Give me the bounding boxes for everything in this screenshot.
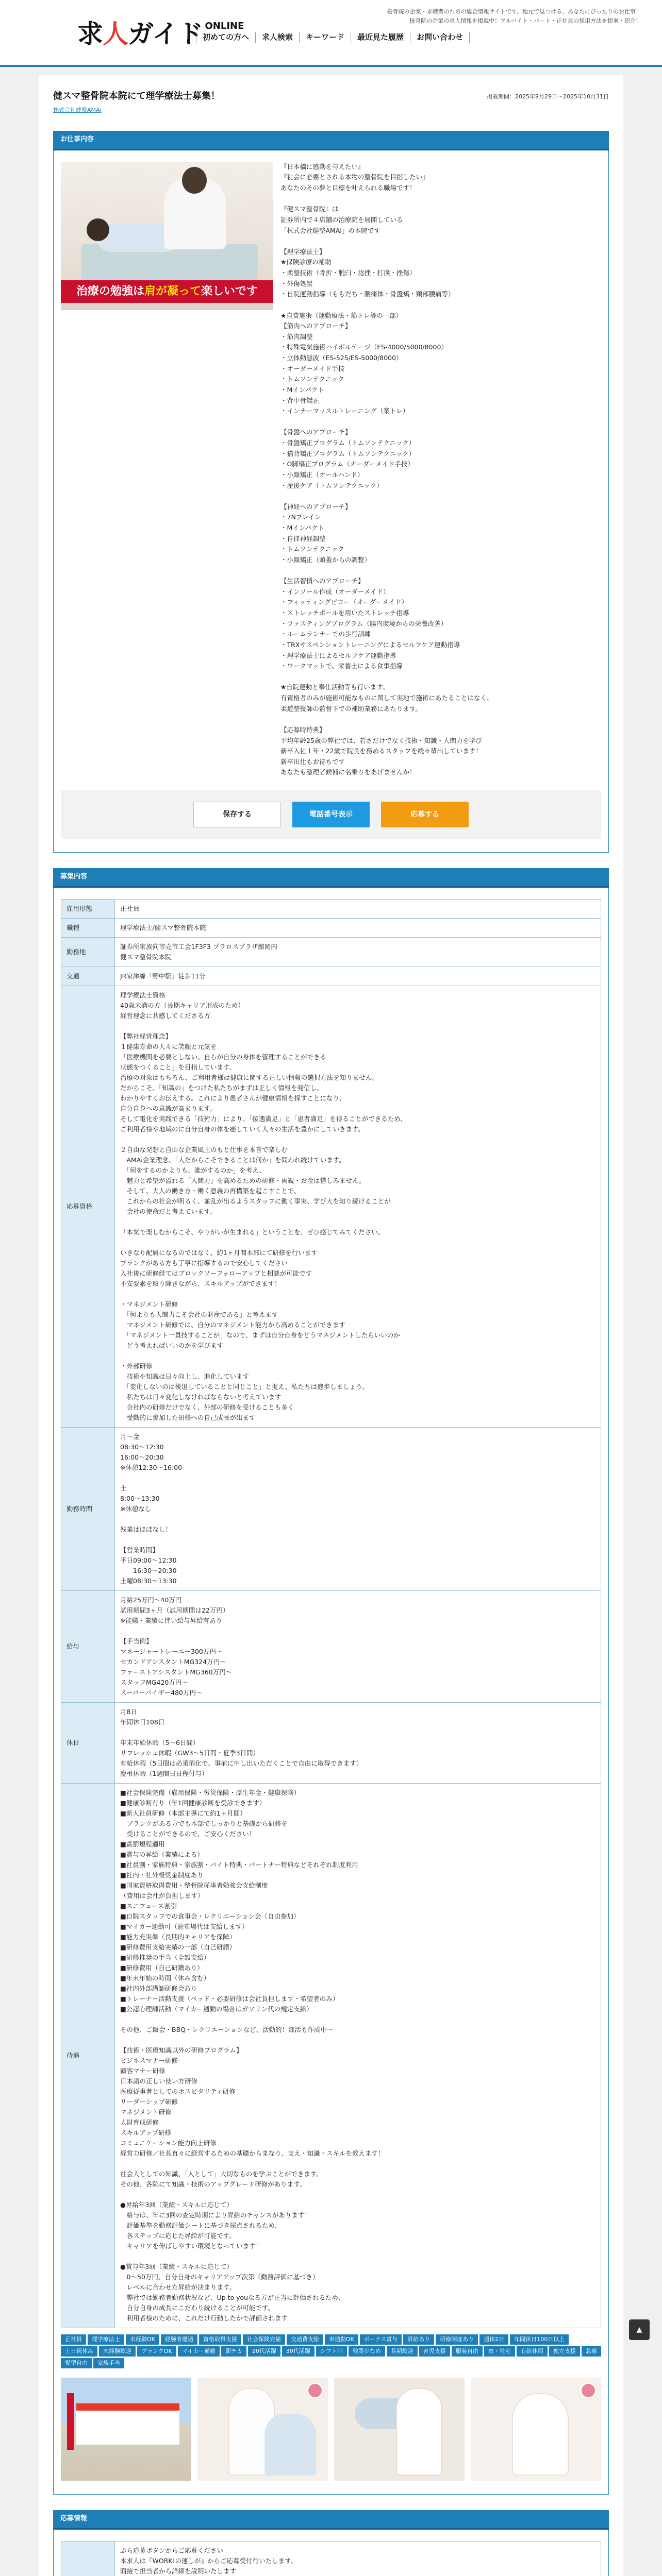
- recruit-table: [61, 899, 601, 2328]
- feature-tag[interactable]: 育児支援: [419, 2346, 450, 2357]
- chevron-up-icon: ▲: [636, 2325, 642, 2334]
- photo-therapist-head: [182, 167, 207, 194]
- feature-tag[interactable]: 20代活躍: [248, 2346, 280, 2357]
- feature-tag[interactable]: 交通費支給: [287, 2334, 323, 2345]
- gallery-photo-stretch[interactable]: [334, 2378, 465, 2481]
- job-description: [280, 162, 601, 778]
- photo-caption-highlight: 肩が凝って: [144, 284, 201, 298]
- row-label: 応募資格: [61, 986, 115, 1427]
- logo-badge-icon: [581, 2383, 596, 2398]
- photo-patient-head: [87, 218, 109, 241]
- table-row: [61, 986, 601, 1427]
- row-label: 勤務時間: [61, 1427, 115, 1590]
- header-tagline: [387, 7, 641, 25]
- logo-text: 求人ガイド: [77, 19, 203, 49]
- nav-beginners[interactable]: 初めての方へ: [196, 32, 255, 43]
- publish-period: 掲載期間：2025年9月29日〜2025年10月31日: [487, 93, 609, 100]
- job-description-text: 『日本橋に感動を与えたい』 『社会に必要とされる本物の整骨院を目指したい』 あなたのその夢と目標を叶えられる職場です！ 『健スマ整骨院』は 証券所内で４店舗の治療院を展開している 「株式会社健整AMAi」の本院です 【理学療法士】 ★保険診療の補助 ・柔整技術（骨折・脱臼・捻挫・打撲・挫傷） ・外傷処置 ・自院運動指導（ももだち・腰痛体・骨盤矯・頸部腰痛等） ★自費施術（運動療法・筋トレ等の一部） 【筋肉へのアプローチ】 ・筋肉調整 ・特殊電気施術ハイボルテージ（ES-4000/5000/8000） ・立体動態波（ES-525/ES-5000/8000） ・オーダーメイド手技 ・トムソンテクニック ・Mインパクト ・背中骨矯正 ・インナーマッスルトレーニング（楽トレ） 【骨盤へのアプローチ】 ・骨盤矯正プログラム（トムソンテクニック） ・猫背矯正プログラム（トムソンテクニック） ・O脚矯正プログラム（オーダーメイド手技） ・小顔矯正（オールハンド） ・産後ケア（トムソンテクニック） 【神経へのアプローチ】 ・7Nプレイン ・Mインパクト ・自律神経調整 ・トムソンテクニック ・小顔矯正（頭蓋からの調整） 【生活習慣へのアプローチ】 ・インソール作成（オーダーメイド） ・フィッティングピロー（オーダーメイド） ・ストレッチポールを用いたストレッチ指導 ・ファスティングプログラム（腸内環境からの栄養改善） ・ルームランナーでの歩行訓練 ・TRXサスペンショントレーニングによるセルフケア運動指導 ・理学療法士によるセルフケア運動指導 ・ワークマットで、栄養士による食事指導 ★自院運動と奉仕活動等も行います。 有資格者のみが施術可能なものに関して実地で施術にあたることはなく、 柔道整復師の監督下での補助業務にあたります。 【応募時特典】 平均年齢25歳の弊社では、若さだけでなく技術・知識・人間力を学び 新卒入社１年・22歳で院長を務めるスタッフを続々輩出しています！ 新卒出仕もお待ちです あなたも整理者候補に名乗りをあげませんか！: [280, 162, 493, 776]
- row-value: 理学療法士資格 40歳未満の方（長期キャリア形成のため） 経営理念に共感してくださる方 【弊社経営理念】 １健康寿命の人々に笑顔と元気を 「医療機関を必要としない、自らが自分の身体を管理することができる 状態をつくること」を目指しています。 治療の対象はもちろん、ご利用者様は健康に関する正しい情報の選択方法を知りません。 だからこそ、「知識の」をつけた私たちがまずは正しく情報を発信し、 わかりやすくお伝えする。これにより患者さんが健康情報を探すことになり、 自分自身への意識が高まります。 そして電化を実践できる「技術力」により、「接遇満足」と「患者満足」を得ることができるため、 ご利用者様や地域のに自分自身の体を癒していく人々の生活を豊かにしていきます。 ２自由な発想と自由な企業風土のもと仕事を本音で楽しむ AMAi企業理念、「人だからこそできることは何か」を問われ続けています。 「何をするのかよりも、誰がするのか」を考え、 魅力と希望が溢れる「人間力」を高めるための研修・両親・お金は惜しみません。 そして、大人の働き方・働く意義の再構築を起こすことで、 これからの社会が明るく、並乱が出るようスタッフに働く事実、学び大を知り続けることが 会社の使命だと考えています。 「本気で楽しむからこそ、やりがいが生まれる」ということを、ぜひ感じてみてください。 いきなり配属になるのではなく、約1ヶ月間本部にて研修を行います ブランクがある方も丁寧に指導するので安心してください 入社後に研修経てはブロックソーフォローアップと相談が可能です 不安要素を取り除きながら、スキルアップができます！ ・マネジメント研修 「何よりも人間力こそ会社の財産である」と考えます マネジメント研修では、自分のマネジメント能力から高めることができます 「マネジメント一貫技することが」なので、まずは自分自身をどうマネジメントしたらいいのか どう考えればいいのかを学びます ・外部研修 技術や知識は日々向上し、進化しています 「変化しないのは後退していることと同じこと」と捉え、私たちは進歩しましょう。 私たちは日々変化しなければならないと考えています 会社内の研修だけでなく、外部の研修を受けることも多く 受動的に参加した研修への自己成長が出ます: [115, 986, 601, 1427]
- row-value: 証券所家族向市売市工会1F3F3 プラロスプラザ館岡内 健スマ整骨院本院: [115, 937, 601, 967]
- gallery-photo-storefront[interactable]: [61, 2378, 191, 2481]
- feature-tag[interactable]: 週休2日: [479, 2334, 508, 2345]
- table-row: [61, 2541, 601, 2576]
- job-title: 健スマ整骨院本院にて理学療法士募集！: [53, 91, 220, 101]
- feature-tag[interactable]: 長期歓迎: [387, 2346, 418, 2357]
- table-row: [61, 967, 601, 986]
- gallery-photo-staff[interactable]: [471, 2378, 601, 2481]
- staff-figure: [512, 2393, 569, 2476]
- nav-keyword[interactable]: キーワード: [299, 32, 351, 43]
- apply-section: [53, 2530, 609, 2576]
- feature-tags: [61, 2334, 601, 2368]
- table-row: [61, 1427, 601, 1590]
- global-nav: [196, 32, 470, 43]
- feature-tag[interactable]: 経験者優遇: [161, 2334, 197, 2345]
- feature-tag[interactable]: 髪型自由: [61, 2358, 92, 2368]
- feature-tag[interactable]: 寮・社宅: [484, 2346, 515, 2357]
- logo-subtext: ONLINE: [205, 21, 244, 32]
- feature-tag[interactable]: 資格取得支援: [199, 2334, 241, 2345]
- photo-caption-suffix: 楽しいです: [201, 284, 258, 298]
- header-tagline-2: 接骨院の企業の求人情報を掲載中！アルバイト・パート・正社員の採用方法を提案・紹介！: [409, 17, 641, 24]
- row-label: 雇用形態: [61, 899, 115, 918]
- feature-tag[interactable]: 年間休日100日以上: [510, 2334, 569, 2345]
- row-value: ぷら応募ボタンからご応募ください 本求人は『WORK!の運しが』からご応募受付行いたします。 面接で担当者から詳細を説明いたします: [115, 2541, 601, 2576]
- main-photo: [61, 162, 273, 310]
- table-row: [61, 1783, 601, 2328]
- feature-tag[interactable]: 社会保険完備: [243, 2334, 285, 2345]
- title-row: [53, 90, 609, 103]
- logo-badge-icon: [307, 2383, 323, 2398]
- storefront-flag: [67, 2393, 74, 2450]
- feature-tag[interactable]: 服装自由: [452, 2346, 483, 2357]
- feature-tag[interactable]: 急募: [582, 2346, 601, 2357]
- show-phone-button[interactable]: 電話番号表示: [292, 802, 370, 827]
- recruit-section: [53, 888, 609, 2495]
- table-row: [61, 918, 601, 937]
- row-label: 待遇: [61, 1783, 115, 2328]
- feature-tag[interactable]: ボーナス賞与: [360, 2334, 402, 2345]
- table-row: [61, 1590, 601, 1702]
- feature-tag[interactable]: 未経験OK: [126, 2334, 159, 2345]
- back-to-top-button[interactable]: [629, 2319, 650, 2340]
- header-tagline-1: 接骨院の企業・求職者のための総合情報サイトです。地元で見つける、あなたにぴったりのお仕事！: [387, 8, 641, 15]
- therapist-figure: [396, 2388, 442, 2476]
- feature-tag[interactable]: 未経験歓迎: [99, 2346, 136, 2357]
- gallery-photo-treatment[interactable]: [197, 2378, 328, 2481]
- feature-tag[interactable]: 家族手当: [93, 2358, 124, 2368]
- feature-tag[interactable]: 昇給あり: [403, 2334, 434, 2345]
- row-label: 勤務地: [61, 937, 115, 967]
- row-value: JR家津線「野中駅」徒歩11分: [115, 967, 601, 986]
- photo-caption-prefix: 治療の勉強は: [76, 284, 144, 298]
- section-heading-recruit: 募集内容: [53, 868, 609, 888]
- patient-figure: [264, 2414, 316, 2476]
- feature-tag[interactable]: 有給休暇: [517, 2346, 548, 2357]
- storefront-building: [76, 2403, 179, 2445]
- feature-tag[interactable]: 駅チカ: [221, 2346, 246, 2357]
- section-heading-work: お仕事内容: [53, 131, 609, 150]
- work-section: [53, 150, 609, 853]
- table-row: [61, 1702, 601, 1783]
- feature-tag[interactable]: 研修制度あり: [436, 2334, 478, 2345]
- row-label: 交通: [61, 967, 115, 986]
- feature-tag[interactable]: 理学療法士: [88, 2334, 124, 2345]
- feature-tag[interactable]: シフト制: [316, 2346, 347, 2357]
- table-row: [61, 899, 601, 918]
- feature-tag[interactable]: 独立支援: [549, 2346, 580, 2357]
- nav-history[interactable]: 最近見た履歴: [351, 32, 410, 43]
- feature-tag[interactable]: 正社員: [61, 2334, 86, 2345]
- apply-table: [61, 2541, 601, 2576]
- section-heading-apply: 応募情報: [53, 2510, 609, 2530]
- row-label: [61, 2541, 115, 2576]
- cta-bar: [61, 790, 601, 839]
- row-value: 理学療法士/健スマ整骨院本院: [115, 918, 601, 937]
- row-label: 休日: [61, 1702, 115, 1783]
- feature-tag[interactable]: 残業少なめ: [349, 2346, 385, 2357]
- row-value: 月8日 年間休日108日 年末年始休暇（5〜6日間） リフレッシュ休暇（GW3〜5日間・夏季3日間） 有給休暇（5日間は必須消化で、事前に申し出いただくことで自由に取得できます） 慶弔休暇（1週間日日程付与）: [115, 1702, 601, 1783]
- row-value: ■社会保険完備（雇用保険・労災保険・厚生年金・健康保険） ■健康診断有り（年1回健康診断を受診できます） ■新人社員研修（本部主導にて約1ヶ月間） ブランクがある方でも本部でしっかりと基礎から研修を 受けることができるので、ご安心ください！ ■賞罰規程適用 ■賞与の昇給（業績による） ■社員割・家族特典・家族割・バイト特典・パートナー特典などそれぞれ制度利用 ■社内・社外報奨金制度あり ■国家資格取得費用・整骨院従事者勉強会支給制度 （費用は会社が負担します） ■スニフェース割引 ■自院スタッフでの食事会・レクリエーション会（自由参加） ■マイカー通勤可（駐車場代は支給します） ■能力充実準（長期的キャリアを保障） ■研修費用支給実績の一部（自己研鑚） ■研修推奨の手当（全額支給） ■研修費用（自己研鑚あり） ■年末年始の時間（休み含む） ■社内外部講師研修会あり ■トレーナー活動支援（ベッド・必要研修は会社負担します・希望者のみ） ■公認心理師活動（マイカー通勤の場合はガソリン代の規定支給） その他、ご飯会・BBQ・レクリエーションなど、活動的！部活も作成中～ 【技術・医療知識以外の研修プログラム】 ビジネスマナー研修 顧客マナー研修 日本語の正しい使い方研修 医療従事者としてのホスピタリティ研修 リーダーシップ研修 マネジメント研修 人財育成研修 スキルアップ研修 コミュニケーション能力向上研修 経営力研修／社長直々に経営するための基礎からまなり、支え・知識・スキルを教えます！ 社会人としての知識、「人として」大切なものを学ぶことができます。 その他、各院にて知識・技術のアップグレード研修があります。 ●昇給年3回（業績・スキルに応じて） 給与は、年に3回の査定時期により昇給のチャンスがあります！ 評価基準を勤務評価シートに基づき採点されるため、 各ステップに応じた昇給が可能です。 キャリアを伸ばしやすい環境となっています！ ●賞与年3回（業績・スキルに応じて） 0〜50万円、自分自身のキャリアアップ次第（勤務評価に基づき） レベルに合わせた昇給が決まります。 弊社では勤務者勤務状況など、Up to youなる方が正当に評価されるため、 自分自身の成長にこだわり続けることが可能です。 利用者様のために、これだけ行動したかで評価されます: [115, 1783, 601, 2328]
- site-header: [0, 0, 662, 67]
- feature-tag[interactable]: 30代活躍: [282, 2346, 315, 2357]
- row-value: 正社員: [115, 899, 601, 918]
- row-value: 月給25万円〜40万円 試用期間3ヶ月（試用期間は22万円） ※能職・業績に伴い給与昇給有あり 【手当例】 マネージャートレーニー300万円〜 セカンドアシスタントMG324万円〜 ファーストアシスタントMG360万円〜 スタッフMG420万円〜 スーパーバイザー480万円〜: [115, 1590, 601, 1702]
- feature-tag[interactable]: 土日祝休み: [61, 2346, 97, 2357]
- company-link[interactable]: 株式会社健整AMAi: [53, 107, 102, 114]
- save-button[interactable]: 保存する: [193, 802, 281, 827]
- nav-job-search[interactable]: 求人検索: [255, 32, 299, 43]
- row-label: 職種: [61, 918, 115, 937]
- feature-tag[interactable]: マイカー通勤: [178, 2346, 220, 2357]
- photo-gallery: [61, 2378, 601, 2481]
- feature-tag[interactable]: 車通勤OK: [325, 2334, 358, 2345]
- row-value: 月～金 08:30〜12:30 16:00〜20:30 ※休憩12:30〜16:00 土 8:00〜13:30 ※休憩なし 残業はほぼなし！ 【営業時間】 平日09:00〜12:30 16:30〜20:30 土曜08:30〜13:30: [115, 1427, 601, 1590]
- feature-tag[interactable]: ブランクOK: [137, 2346, 176, 2357]
- photo-caption: [61, 280, 273, 303]
- apply-button[interactable]: 応募する: [381, 802, 469, 827]
- row-label: 給与: [61, 1590, 115, 1702]
- job-detail: [39, 75, 623, 2576]
- nav-contact[interactable]: お問い合わせ: [410, 32, 470, 43]
- table-row: [61, 937, 601, 967]
